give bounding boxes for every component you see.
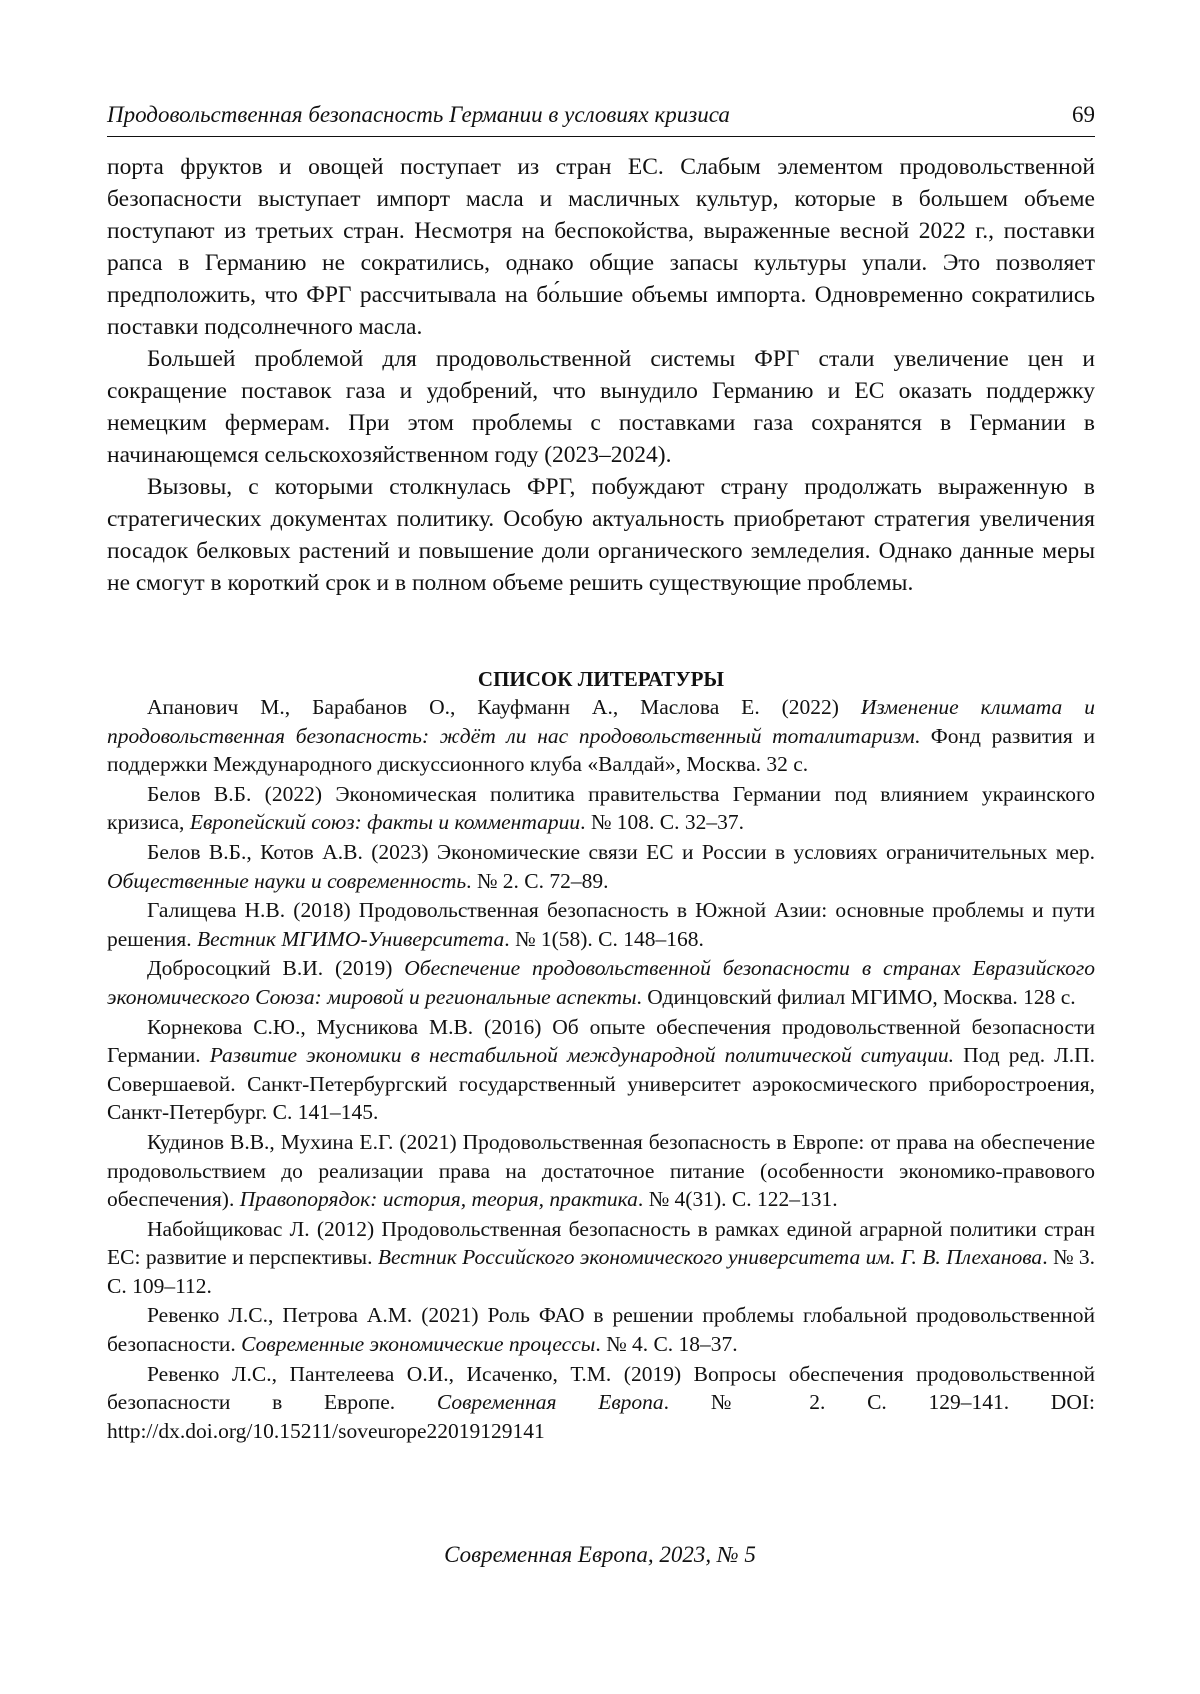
reference-authors: Добросоцкий В.И. (2019) <box>147 956 405 981</box>
paragraph: Большей проблемой для продовольственной системы ФРГ стали увеличение цен и сокращение поставок газа и удобрений, что вынудило Германию и ЕС оказать поддержку немецким фермерам. При этом проблемы с поставками газа сохранятся в Германии в начинающемся сельскохозяйственном году (2023–2024). <box>107 346 1095 468</box>
reference-details: . № 2. С. 129–141. DOI: http://dx.doi.org/10.15211/soveurope22019129141 <box>107 1390 1095 1443</box>
reference-details: . № 2. С. 72–89. <box>466 868 609 893</box>
reference-authors: Белов В.Б. (2022) Экономическая политика правительства Германии под влиянием украинского кризиса, <box>107 781 1095 835</box>
reference-item <box>107 780 1095 837</box>
reference-title: Современные экономические процессы <box>241 1332 596 1357</box>
reference-title: Правопорядок: история, теория, практика <box>239 1187 638 1212</box>
reference-item <box>107 1215 1095 1301</box>
reference-item <box>107 693 1095 779</box>
reference-details: . № 3. С. 109–112. <box>107 1245 1095 1298</box>
reference-authors: Ревенко Л.С., Петрова А.М. (2021) Роль ФАО в решении проблемы глобальной продовольственной безопасности. <box>107 1303 1095 1357</box>
reference-authors: Галищева Н.В. (2018) Продовольственная безопасность в Южной Азии: основные проблемы и пути решения. <box>107 898 1095 951</box>
reference-item <box>107 896 1095 953</box>
reference-details: . Одинцовский филиал МГИМО, Москва. 128 с. <box>636 984 1076 1009</box>
reference-authors: Кудинов В.В., Мухина Е.Г. (2021) Продовольственная безопасность в Европе: от права на обеспечение продовольствием до реализации права на достаточное питание (особенности экономико-правового обеспечения). <box>107 1129 1095 1212</box>
reference-authors: Ревенко Л.С., Пантелеева О.И., Исаченко, Т.М. (2019) Вопросы обеспечения продовольственной безопасности в Европе. <box>107 1361 1095 1415</box>
reference-item <box>107 954 1095 1011</box>
paragraph: Вызовы, с которыми столкнулась ФРГ, побуждают страну продолжать выраженную в стратегических документах политику. Особую актуальность приобретают стратегия увеличения посадок белковых растений и повышение доли органического земледелия. Однако данные меры не смогут в короткий срок и в полном объеме решить существующие проблемы. <box>107 474 1095 596</box>
reference-authors: Корнекова С.Ю., Мусникова М.В. (2016) Об опыте обеспечения продовольственной безопасности Германии. <box>107 1014 1095 1068</box>
body-text <box>107 151 1095 599</box>
reference-details: . № 4(31). С. 122–131. <box>637 1187 838 1212</box>
reference-item <box>107 1013 1095 1127</box>
reference-item <box>107 1128 1095 1214</box>
running-header <box>107 96 1095 137</box>
reference-item <box>107 1360 1095 1446</box>
reference-authors: Набойщиковас Л. (2012) Продовольственная безопасность в рамках единой аграрной политики стран ЕС: развитие и перспективы. <box>107 1216 1095 1270</box>
references-list <box>107 693 1095 1445</box>
reference-title: Вестник Российского экономического университета им. Г. В. Плеханова <box>377 1245 1043 1270</box>
reference-details: . № 4. С. 18–37. <box>595 1332 738 1357</box>
running-title: Продовольственная безопасность Германии в условиях кризиса <box>107 102 730 127</box>
reference-title: Общественные науки и современность <box>107 868 467 893</box>
reference-details: . № 108. С. 32–37. <box>580 810 744 835</box>
reference-details: . № 1(58). С. 148–168. <box>504 926 704 951</box>
reference-title: Развитие экономики в нестабильной международной политической ситуации. <box>209 1043 955 1068</box>
reference-title: Европейский союз: факты и комментарии <box>189 810 581 835</box>
reference-item <box>107 1301 1095 1358</box>
reference-details: Под ред. Л.П. Совершаевой. Санкт-Петербургский государственный университет аэрокосмического приборостроения, Санкт-Петербург. С. 141–145. <box>107 1043 1096 1125</box>
journal-footer: Современная Европа, 2023, № 5 <box>444 1542 756 1567</box>
page-number: 69 <box>1072 102 1095 127</box>
document-page <box>107 96 1095 1446</box>
reference-title: Изменение климата и продовольственная безопасность: ждёт ли нас продовольственный тоталитаризм <box>107 695 1095 748</box>
reference-authors: Белов В.Б., Котов А.В. (2023) Экономические связи ЕС и России в условиях ограничительных мер. <box>147 839 1095 864</box>
reference-authors: Апанович М., Барабанов О., Кауфманн А., Маслова Е. (2022) <box>147 695 861 719</box>
reference-item <box>107 838 1095 895</box>
references-heading: СПИСОК ЛИТЕРАТУРЫ <box>477 667 725 691</box>
reference-title: Вестник МГИМО-Университета <box>197 926 505 951</box>
reference-title: Современная Европа <box>436 1390 664 1415</box>
paragraph: порта фруктов и овощей поступает из стран ЕС. Слабым элементом продовольственной безопасности выступает импорт масла и масличных культур, которые в большем объеме поступают из третьих стран. Несмотря на беспокойства, выраженные весной 2022 г., поставки рапса в Германию не сократились, однако общие запасы культуры упали. Это позволяет предположить, что ФРГ рассчитывала на бо́льшие объемы импорта. Одновременно сократились поставки подсолнечного масла. <box>107 154 1095 340</box>
reference-details: . Фонд развития и поддержки Международного дискуссионного клуба «Валдай», Москва. 32 с. <box>107 723 1095 777</box>
reference-title: Обеспечение продовольственной безопасности в странах Евразийского экономического Союза: мировой и региональные аспекты <box>107 956 1095 1009</box>
